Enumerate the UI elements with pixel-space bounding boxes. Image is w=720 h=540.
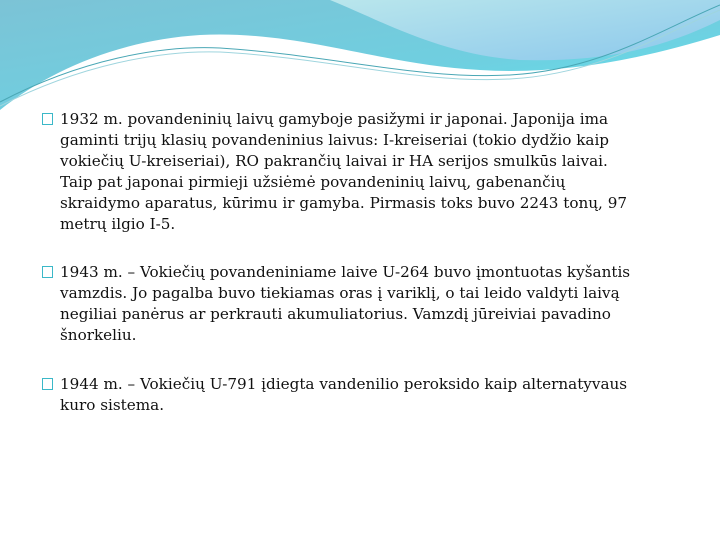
paragraph-line: vokiečių U-kreiseriai), RO pakrančių laivai ir HA serijos smulkūs laivai. [60, 152, 608, 170]
line-text: povandeninių laivų gamyboje pasižymi ir japonai. Japonija ima [122, 110, 609, 128]
paragraph-line: negiliai panėrus ar perkrauti akumuliatorius. Vamzdį jūreiviai pavadino [60, 305, 611, 323]
paragraph-1943 [42, 262, 702, 346]
paragraph-line: gaminti trijų klasių povandeninius laivus: I-kreiseriai (tokio dydžio kaip [60, 131, 610, 149]
paragraph-line: vamzdis. Jo pagalba buvo tiekiamas oras į variklį, o tai leido valdyti laivą [60, 284, 620, 302]
header-wave-decoration [0, 0, 720, 110]
line-text: – Vokiečių U-791 įdiegta vandenilio peroksido kaip alternatyvaus [122, 375, 628, 393]
paragraph-line: skraidymo aparatus, kūrimu ir gamyba. Pirmasis toks buvo 2243 tonų, 97 [60, 194, 628, 212]
paragraph-line: metrų ilgio I-5. [60, 215, 176, 233]
bullet-square-icon [42, 378, 53, 390]
bullet-square-icon [42, 113, 53, 125]
paragraph-line: šnorkeliu. [60, 326, 137, 344]
year-label: 1943 m. [60, 263, 123, 281]
paragraph-line: Taip pat japonai pirmieji užsiėmė povandeninių laivų, gabenančių [60, 173, 566, 191]
year-label: 1944 m. [60, 375, 123, 393]
paragraph-line: kuro sistema. [60, 396, 165, 414]
paragraph-line [42, 374, 702, 395]
paragraph-line [42, 262, 702, 283]
bullet-square-icon [42, 266, 53, 278]
paragraph-1944 [42, 374, 702, 416]
paragraph-1932 [42, 109, 702, 235]
paragraph-line [42, 109, 702, 130]
year-label: 1932 m. [60, 110, 123, 128]
line-text: – Vokiečių povandeniniame laive U-264 buvo įmontuotas kyšantis [122, 263, 631, 281]
